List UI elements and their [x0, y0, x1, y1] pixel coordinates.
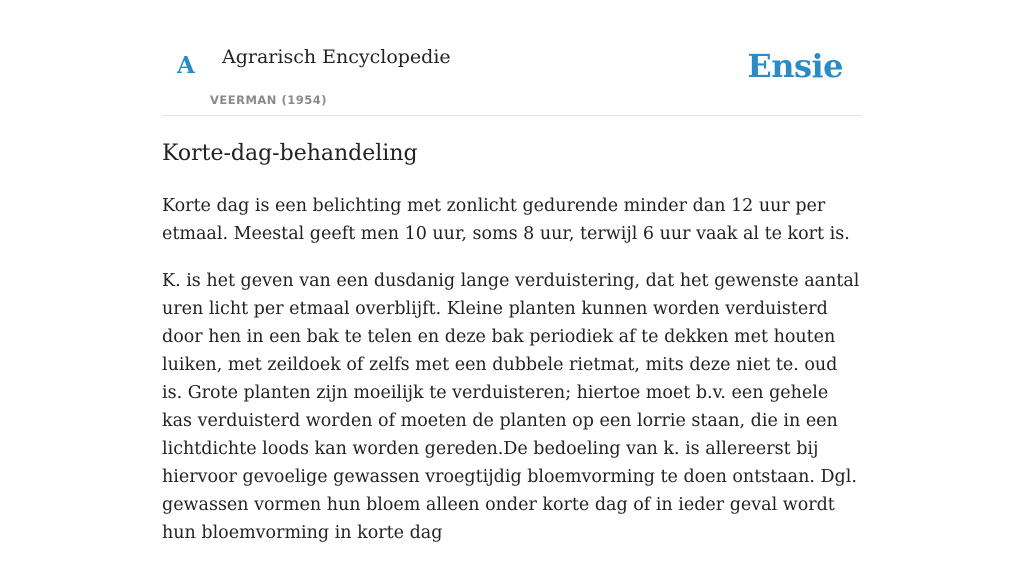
page-content [162, 0, 862, 543]
entry-paragraph: Korte dag is een belichting met zonlicht gedurende minder dan 12 uur per etmaal. Meestal geeft men 10 uur, soms 8 uur, terwijl 6 uur vaak al te kort is. [162, 196, 850, 244]
book-header [162, 0, 862, 116]
letter-index-link[interactable]: A [177, 52, 195, 79]
entry-title: Korte-dag-behandeling [162, 141, 418, 166]
entry-body [162, 192, 862, 566]
entry-paragraph: K. is het geven van een dusdanig lange verduistering, dat het gewenste aantal uren licht per etmaal overblijft. Kleine planten kunnen worden verduisterd door hen in een bak te telen en deze bak periodiek af te dekken met houten luiken, met zeildoek of zelfs met een dubbele rietmat, mits deze niet te. oud is. Grote planten zijn moeilijk te verduisteren; hiertoe moet b.v. een gehele kas verduisterd worden of moeten de planten op een lorrie staan, die in een lichtdichte loods kan worden gereden.De bedoeling van k. is allereerst bij hiervoor gevoelige gewassen vroegtijdig bloemvorming te doen ontstaan. Dgl. gewassen vormen hun bloem alleen onder korte dag of in ieder geval wordt hun bloemvorming in korte dag [162, 271, 860, 543]
book-author: VEERMAN (1954) [210, 93, 327, 107]
book-title-link[interactable]: Agrarisch Encyclopedie [222, 46, 451, 68]
ensie-logo-link[interactable]: Ensie [747, 47, 843, 85]
